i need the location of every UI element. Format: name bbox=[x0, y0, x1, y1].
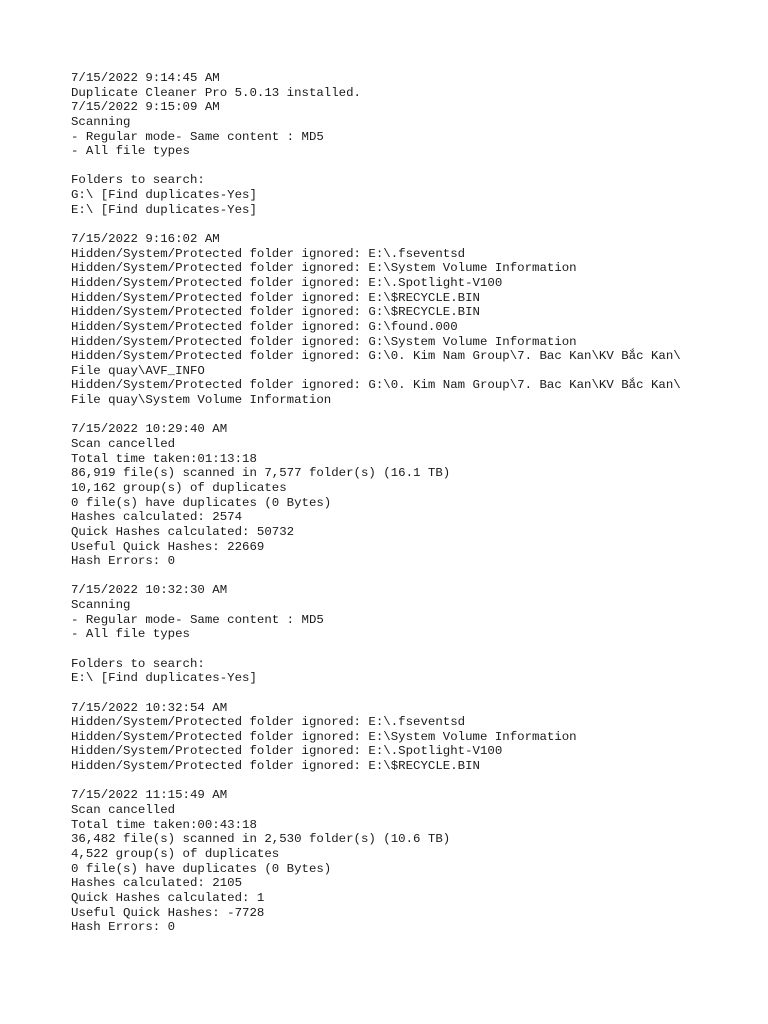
log-line: Useful Quick Hashes: -7728 bbox=[71, 905, 265, 920]
log-line: 7/15/2022 10:29:40 AM bbox=[71, 422, 228, 437]
log-line: Hash Errors: 0 bbox=[71, 920, 176, 935]
log-line: Quick Hashes calculated: 50732 bbox=[71, 524, 295, 539]
log-line: - All file types bbox=[71, 627, 190, 642]
blank-line bbox=[71, 217, 751, 232]
blank-line bbox=[71, 774, 751, 789]
log-line: Hidden/System/Protected folder ignored: E:\.Spotlight-V100 bbox=[71, 744, 503, 759]
log-line: Scan cancelled bbox=[71, 437, 176, 452]
blank-line bbox=[71, 408, 751, 423]
log-line: Hidden/System/Protected folder ignored: G:\0. Kim Nam Group\7. Bac Kan\KV Bắc Kan\ bbox=[71, 378, 681, 393]
log-line: 10,162 group(s) of duplicates bbox=[71, 480, 287, 495]
log-line: Hidden/System/Protected folder ignored: E:\.fseventsd bbox=[71, 715, 466, 730]
blank-line bbox=[71, 159, 751, 174]
log-line: - Regular mode- Same content : MD5 bbox=[71, 129, 324, 144]
log-line: Total time taken:00:43:18 bbox=[71, 817, 257, 832]
log-line: Hidden/System/Protected folder ignored: E:\.fseventsd bbox=[71, 246, 466, 261]
log-line: Scanning bbox=[71, 598, 131, 613]
log-line: Hidden/System/Protected folder ignored: E:\$RECYCLE.BIN bbox=[71, 290, 480, 305]
log-line: Quick Hashes calculated: 1 bbox=[71, 890, 265, 905]
log-line: Useful Quick Hashes: 22669 bbox=[71, 539, 265, 554]
log-line: Scan cancelled bbox=[71, 803, 176, 818]
log-line: Hidden/System/Protected folder ignored: E:\.Spotlight-V100 bbox=[71, 275, 503, 290]
log-line: - Regular mode- Same content : MD5 bbox=[71, 612, 324, 627]
log-line: File quay\AVF_INFO bbox=[71, 363, 205, 378]
log-line: Hidden/System/Protected folder ignored: E:\System Volume Information bbox=[71, 261, 577, 276]
log-line: 7/15/2022 11:15:49 AM bbox=[71, 788, 228, 803]
log-line: 0 file(s) have duplicates (0 Bytes) bbox=[71, 861, 332, 876]
log-line: 86,919 file(s) scanned in 7,577 folder(s) (16.1 TB) bbox=[71, 466, 451, 481]
blank-line bbox=[71, 686, 751, 701]
log-line: 7/15/2022 9:14:45 AM bbox=[71, 71, 220, 85]
log-line: Hashes calculated: 2105 bbox=[71, 876, 243, 891]
log-line: G:\ [Find duplicates-Yes] bbox=[71, 188, 257, 203]
log-line: Folders to search: bbox=[71, 656, 205, 671]
log-line: Hidden/System/Protected folder ignored: G:\found.000 bbox=[71, 319, 458, 334]
log-line: - All file types bbox=[71, 144, 190, 159]
log-line: 7/15/2022 9:15:09 AM bbox=[71, 100, 220, 115]
log-line: Hidden/System/Protected folder ignored: E:\$RECYCLE.BIN bbox=[71, 759, 480, 774]
blank-line bbox=[71, 642, 751, 657]
log-line: 36,482 file(s) scanned in 2,530 folder(s) (10.6 TB) bbox=[71, 832, 451, 847]
log-line: File quay\System Volume Information bbox=[71, 393, 332, 408]
log-line: Hidden/System/Protected folder ignored: E:\System Volume Information bbox=[71, 729, 577, 744]
log-line: Folders to search: bbox=[71, 173, 205, 188]
log-document bbox=[71, 71, 751, 935]
log-line: Hidden/System/Protected folder ignored: G:\$RECYCLE.BIN bbox=[71, 305, 480, 320]
log-line: Total time taken:01:13:18 bbox=[71, 451, 257, 466]
blank-line bbox=[71, 569, 751, 584]
log-line: Hidden/System/Protected folder ignored: G:\System Volume Information bbox=[71, 334, 577, 349]
log-line: 7/15/2022 9:16:02 AM bbox=[71, 232, 220, 247]
log-line: Duplicate Cleaner Pro 5.0.13 installed. bbox=[71, 85, 361, 100]
log-line: 7/15/2022 10:32:54 AM bbox=[71, 700, 228, 715]
log-line: Hidden/System/Protected folder ignored: G:\0. Kim Nam Group\7. Bac Kan\KV Bắc Kan\ bbox=[71, 349, 681, 364]
log-line: E:\ [Find duplicates-Yes] bbox=[71, 202, 257, 217]
log-line: Hashes calculated: 2574 bbox=[71, 510, 243, 525]
log-line: 0 file(s) have duplicates (0 Bytes) bbox=[71, 495, 332, 510]
log-line: Hash Errors: 0 bbox=[71, 554, 176, 569]
log-line: 4,522 group(s) of duplicates bbox=[71, 846, 280, 861]
log-line: Scanning bbox=[71, 114, 131, 129]
log-line: 7/15/2022 10:32:30 AM bbox=[71, 583, 228, 598]
log-line: E:\ [Find duplicates-Yes] bbox=[71, 671, 257, 686]
